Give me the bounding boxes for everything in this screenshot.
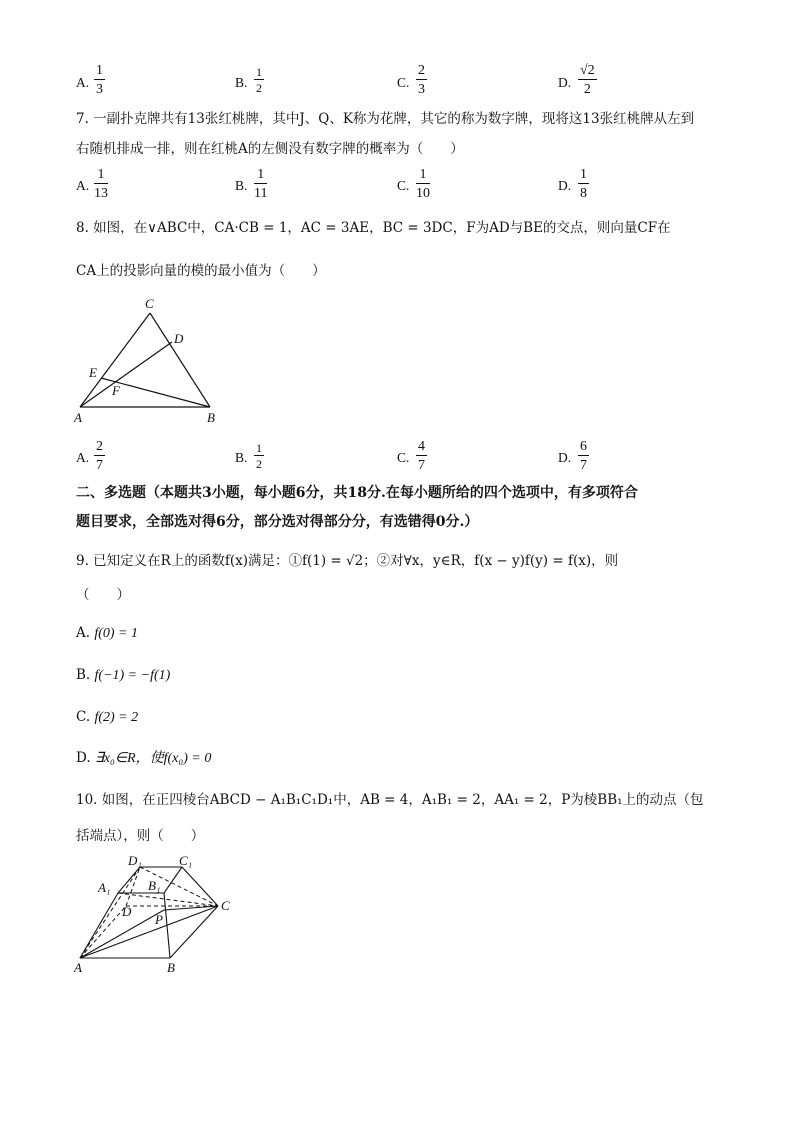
q7-stem-line2: 右随机排成一排，则在红桃A的左侧没有数字牌的概率为（ ）: [76, 141, 464, 157]
q7-stem-line1: 7. 一副扑克牌共有13张红桃牌，其中J、Q、K称为花牌，其它的称为数字牌，现将这13张红桃牌从左到: [76, 111, 695, 127]
q9-stem-line2: （ ）: [76, 587, 130, 603]
q10-stem-line2: 括端点），则（ ）: [76, 828, 205, 844]
q6-option-c-letter: C.: [397, 75, 410, 90]
q7-option-c-letter: C.: [397, 178, 410, 193]
q8-option-d-value: 6 7: [580, 439, 587, 473]
label-c: C: [221, 898, 230, 913]
q6-option-a-letter: A.: [76, 75, 90, 90]
section2-heading-line1: 二、多选题（本题共3小题，每小题6分，共18分.在每小题所给的四个选项中，有多项符合: [76, 485, 638, 501]
label-c: C: [145, 296, 154, 311]
q9-option-b: B. f(−1) = −f(1): [76, 667, 171, 683]
q6-option-b-letter: B.: [235, 75, 248, 90]
label-d1: D₁: [128, 853, 142, 868]
q7-option-d-value: 1 8: [580, 167, 587, 201]
label-f: F: [112, 383, 120, 398]
label-b1: B₁: [148, 878, 161, 893]
q9-stem-line1: 9. 已知定义在R上的函数f(x)满足：①f(1) = √2；②对∀x，y∈R，f(x − y)f(y) = f(x)，则: [76, 553, 619, 569]
q6-option-d-letter: D.: [558, 75, 572, 90]
q7-option-c-value: 1 10: [416, 167, 430, 201]
q9-option-c: C. f(2) = 2: [76, 709, 139, 725]
label-d: D: [174, 331, 184, 346]
q7-option-a-letter: A.: [76, 178, 90, 193]
q8-option-b-letter: B.: [235, 450, 248, 465]
label-a1: A₁: [98, 880, 111, 895]
q8-option-c-letter: C.: [397, 450, 410, 465]
label-d: D: [122, 904, 132, 919]
q9-option-d: D. ∃x₀∈R，使f(x₀) = 0: [76, 750, 212, 766]
q8-stem-line1: 8. 如图，在∨ABC中，CA·CB = 1，AC = 3AE，BC = 3DC，F为AD与BE的交点，则向量CF在: [76, 220, 671, 236]
q6-option-b-value: 1 2: [256, 65, 262, 95]
section2-heading-line2: 题目要求，全部选对得6分，部分选对得部分分，有选错得0分.）: [76, 514, 479, 530]
label-p: P: [155, 912, 163, 927]
q8-option-d-letter: D.: [558, 450, 572, 465]
label-c1: C₁: [179, 853, 193, 868]
q8-option-b-value: 1 2: [256, 441, 262, 471]
label-e: E: [89, 365, 97, 380]
label-b: B: [167, 960, 175, 975]
q7-option-d-letter: D.: [558, 178, 572, 193]
label-a: A: [74, 960, 82, 975]
q7-option-a-value: 1 13: [94, 167, 108, 201]
q10-stem-line1: 10. 如图，在正四棱台ABCD − A₁B₁C₁D₁中，AB = 4，A₁B₁ = 2，AA₁ = 2，P为棱BB₁上的动点（包: [76, 792, 704, 808]
q8-stem-line2: CA上的投影向量的模的最小值为（ ）: [76, 263, 326, 279]
label-a: A: [74, 410, 82, 425]
label-b: B: [207, 410, 215, 425]
q6-option-d-value: √2 2: [580, 63, 595, 97]
q8-option-c-value: 4 7: [418, 439, 425, 473]
q7-option-b-letter: B.: [235, 178, 248, 193]
q9-option-a: A. f(0) = 1: [76, 625, 139, 641]
q8-option-a-value: 2 7: [96, 439, 103, 473]
q8-option-a-letter: A.: [76, 450, 90, 465]
q6-option-c-value: 2 3: [418, 63, 425, 97]
q6-option-a-value: 1 3: [96, 63, 103, 97]
q7-option-b-value: 1 11: [254, 167, 268, 201]
